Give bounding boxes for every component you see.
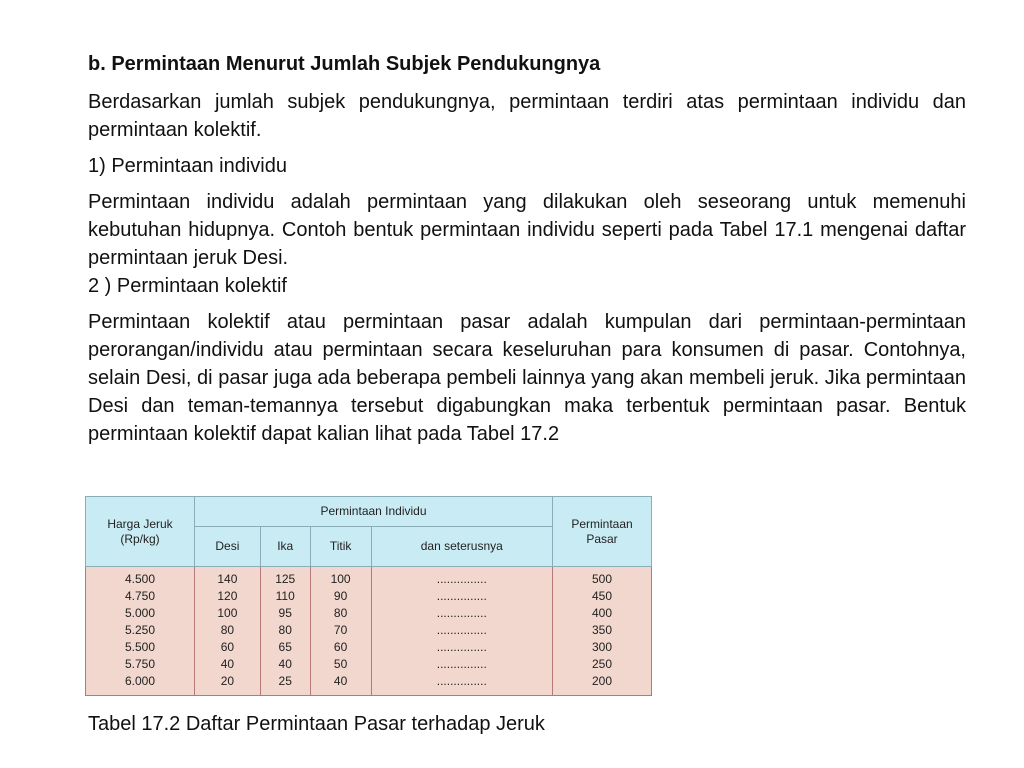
- header-desi: Desi: [195, 527, 261, 567]
- header-ika: Ika: [260, 527, 310, 567]
- demand-table-image: [85, 496, 652, 696]
- market-column: 500 450 400 350 300 250 200: [553, 567, 652, 696]
- individual-paragraph: Permintaan individu adalah permintaan yang dilakukan oleh seseorang untuk memenuhi kebutuhan hidupnya. Contoh bentuk permintaan individu seperti pada Tabel 17.1 mengenai daftar permintaan jeruk Desi.: [88, 191, 966, 269]
- desi-column: 140 120 100 80 60 40 20: [195, 567, 261, 696]
- ika-column: 125 110 95 80 65 40 25: [260, 567, 310, 696]
- header-individual-demand: Permintaan Individu: [195, 497, 553, 527]
- intro-paragraph: Berdasarkan jumlah subjek pendukungnya, permintaan terdiri atas permintaan individu dan permintaan kolektif.: [88, 91, 966, 141]
- header-price: Harga Jeruk (Rp/kg): [86, 497, 195, 567]
- subsection-collective-title: 2 ) Permintaan kolektif: [88, 275, 287, 297]
- header-market-demand: Permintaan Pasar: [553, 497, 652, 567]
- section-heading: b. Permintaan Menurut Jumlah Subjek Pendukungnya: [88, 53, 601, 75]
- subsection-individual-title: 1) Permintaan individu: [88, 155, 287, 177]
- collective-paragraph: Permintaan kolektif atau permintaan pasar adalah kumpulan dari permintaan-permintaan perorangan/individu atau permintaan secara keseluruhan para konsumen di pasar. Contohnya, selain Desi, di pasar juga ada beberapa pembeli lainnya yang akan membeli jeruk. Jika permintaan Desi dan teman-temannya tersebut digabungkan maka terbentuk permintaan pasar. Bentuk permintaan kolektif dapat kalian lihat pada Tabel 17.2: [88, 311, 966, 445]
- titik-column: 100 90 80 70 60 50 40: [310, 567, 371, 696]
- table-caption: Tabel 17.2 Daftar Permintaan Pasar terhadap Jeruk: [88, 713, 545, 735]
- market-demand-table: [85, 496, 652, 696]
- price-column: 4.500 4.750 5.000 5.250 5.500 5.750 6.000: [86, 567, 195, 696]
- header-titik: Titik: [310, 527, 371, 567]
- header-dst: dan seterusnya: [371, 527, 552, 567]
- slide-content: [88, 50, 966, 456]
- dst-column: ............... ............... ............... ............... ............... ............... ...............: [371, 567, 552, 696]
